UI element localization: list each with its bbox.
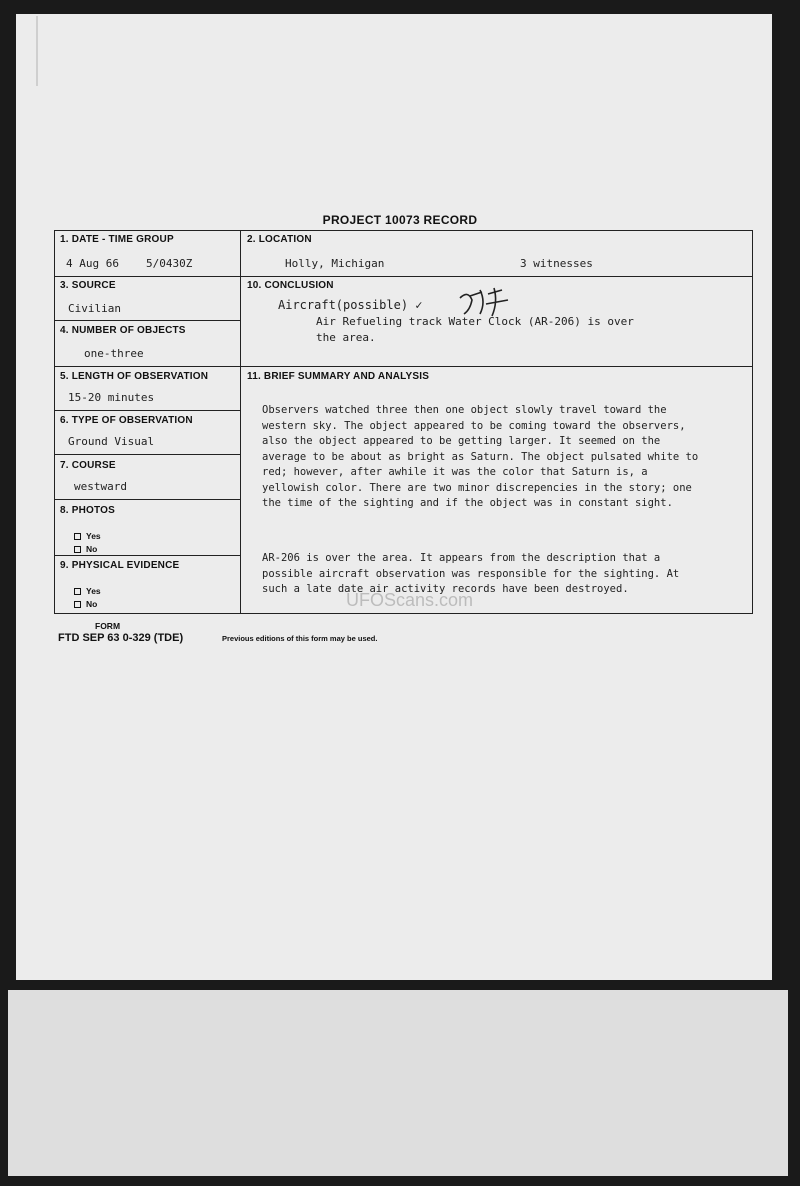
photos-yes-checkbox [74, 533, 81, 540]
scan-mark [36, 16, 38, 86]
date-time-label: 1. DATE - TIME GROUP [60, 234, 174, 245]
summary-paragraph-1: Observers watched three then one object slowly travel toward the western sky. The object appeared to be coming toward the observers, also the object appeared to be getting larger. It seemed on the average to be about as bright as Saturn. The object pulsated white to red; however, after awhile it was the color that Saturn is, a yellowish color. There are two minor discrepencies in the story; one the time of the sighting and if the object was in constant sight. [262, 404, 699, 509]
evidence-no: No [74, 599, 97, 609]
course-label: 7. COURSE [60, 460, 116, 471]
course-value: westward [74, 480, 127, 493]
photos-no-checkbox [74, 546, 81, 553]
record-title: PROJECT 10073 RECORD [322, 213, 478, 227]
type-label: 6. TYPE OF OBSERVATION [60, 415, 193, 426]
evidence-no-checkbox [74, 601, 81, 608]
evidence-label: 9. PHYSICAL EVIDENCE [60, 560, 180, 571]
objects-value: one-three [84, 347, 144, 360]
photos-no: No [74, 544, 97, 554]
conclusion-line-3: the area. [316, 331, 376, 344]
type-value: Ground Visual [68, 435, 155, 448]
date-value: 4 Aug 66 [66, 257, 119, 270]
objects-label: 4. NUMBER OF OBJECTS [60, 325, 186, 336]
conclusion-line-2: Air Refueling track Water Clock (AR-206) is over [316, 315, 634, 328]
conclusion-label: 10. CONCLUSION [247, 280, 334, 291]
form-id: FTD SEP 63 0-329 (TDE) [58, 632, 184, 644]
photos-yes: Yes [74, 531, 101, 541]
source-label: 3. SOURCE [60, 280, 116, 291]
source-value: Civilian [68, 302, 121, 315]
evidence-yes-checkbox [74, 588, 81, 595]
summary-label: 11. BRIEF SUMMARY AND ANALYSIS [247, 371, 430, 382]
conclusion-line-1: Aircraft(possible) ✓ [278, 298, 423, 312]
next-page-edge [8, 990, 788, 1176]
form-label: FORM [95, 621, 121, 631]
form-note: Previous editions of this form may be used. [222, 634, 378, 643]
evidence-yes: Yes [74, 586, 101, 596]
time-value: 5/0430Z [146, 257, 193, 270]
location-value: Holly, Michigan [285, 257, 385, 270]
location-label: 2. LOCATION [247, 234, 312, 245]
watermark: UFOScans.com [346, 590, 474, 610]
length-value: 15-20 minutes [68, 391, 155, 404]
summary-paragraph-2: AR-206 is over the area. It appears from the description that a possible aircraft observation was responsible for the sighting. At such a late date air activity records have been destroyed. [262, 552, 680, 595]
length-label: 5. LENGTH OF OBSERVATION [60, 371, 209, 382]
witnesses-value: 3 witnesses [520, 257, 593, 270]
photos-label: 8. PHOTOS [60, 505, 115, 516]
